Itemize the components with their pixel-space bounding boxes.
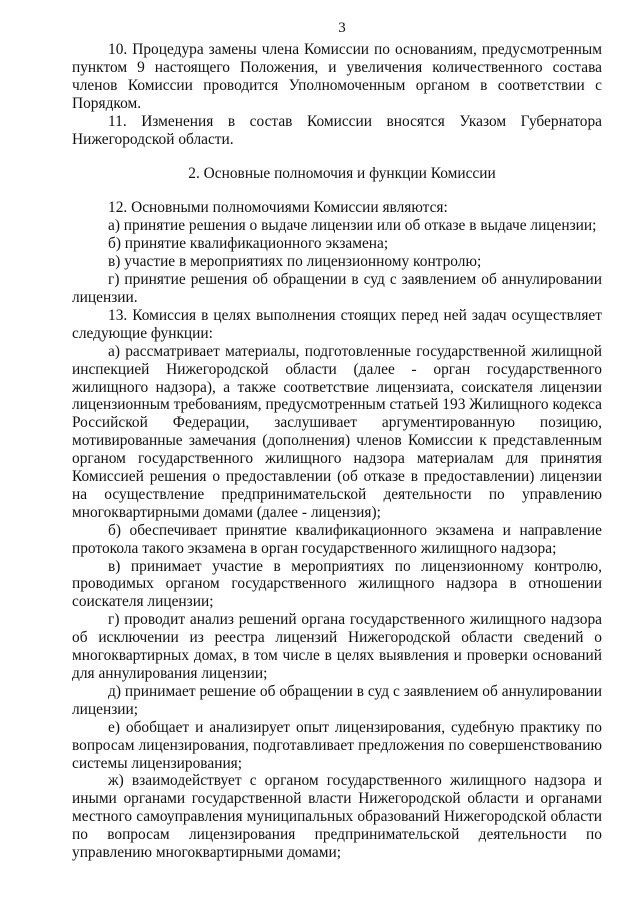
section-heading: 2. Основные полномочия и функции Комиссии bbox=[188, 165, 496, 183]
section-intro bbox=[72, 41, 602, 148]
paragraph-10: 10. Процедура замены члена Комиссии по основаниям, предусмотренным пунктом 9 настоящего Положения, и увеличения количественного состава членов Комиссии проводится Уполномоченным органом в соответствии с Порядком. bbox=[72, 41, 602, 112]
page-number: 3 bbox=[338, 20, 346, 36]
paragraph-13-g: г) проводит анализ решений органа государственного жилищного надзора об исключении из реестра лицензий Нижегородской области сведений о многоквартирных домах, в том числе в целях выявления и проверки оснований для аннулирования лицензии; bbox=[72, 611, 602, 682]
paragraph-13-b: б) обеспечивает принятие квалификационного экзамена и направление протокола такого экзамена в орган государственного жилищного надзора; bbox=[72, 521, 602, 557]
paragraph-13-zh: ж) взаимодействует с органом государственного жилищного надзора и иными органами государственной власти Нижегородской области и органами местного самоуправления муниципальных образований Нижегородской области по вопросам лицензирования предпринимательской деятельности по управлению многоквартирными домами; bbox=[72, 772, 602, 862]
paragraph-13-a: а) рассматривает материалы, подготовленные государственной жилищной инспекцией Нижегородской области (далее - орган государственного жилищного надзора), а также соответствие лицензиата, соискателя лицензии лицензионным требованиям, предусмотренным статьей 193 Жилищного кодекса Российской Федерации, заслушивает аргументированную позицию, мотивированные замечания (дополнения) членов Комиссии к представленным органом государственного жилищного надзора материалам для принятия Комиссией решения о предоставлении (об отказе в предоставлении) лицензии на осуществление предпринимательской деятельности по управлению многоквартирными домами (далее - лицензия); bbox=[72, 342, 602, 521]
paragraph-11: 11. Изменения в состав Комиссии вносятся Указом Губернатора Нижегородской области. bbox=[72, 112, 602, 148]
paragraph-13-v: в) принимает участие в мероприятиях по лицензионному контролю, проводимых органом государственного жилищного надзора в отношении соискателя лицензии; bbox=[72, 557, 602, 611]
paragraph-13-e: е) обобщает и анализирует опыт лицензирования, судебную практику по вопросам лицензирования, подготавливает предложения по совершенствованию системы лицензирования; bbox=[72, 718, 602, 772]
paragraph-12: 12. Основными полномочиями Комиссии являются: bbox=[108, 199, 448, 217]
paragraph-12-a: а) принятие решения о выдаче лицензии или об отказе в выдаче лицензии; bbox=[108, 217, 597, 235]
paragraph-12-b: б) принятие квалификационного экзамена; bbox=[108, 235, 389, 253]
section-body bbox=[72, 199, 602, 862]
paragraph-12-g: г) принятие решения об обращении в суд с заявлением об аннулировании лицензии. bbox=[72, 271, 602, 306]
paragraph-13: 13. Комиссия в целях выполнения стоящих перед ней задач осуществляет следующие функции: bbox=[72, 306, 602, 342]
paragraph-12-v: в) участие в мероприятиях по лицензионному контролю; bbox=[108, 253, 482, 271]
paragraph-13-d: д) принимает решение об обращении в суд с заявлением об аннулировании лицензии; bbox=[72, 682, 602, 718]
